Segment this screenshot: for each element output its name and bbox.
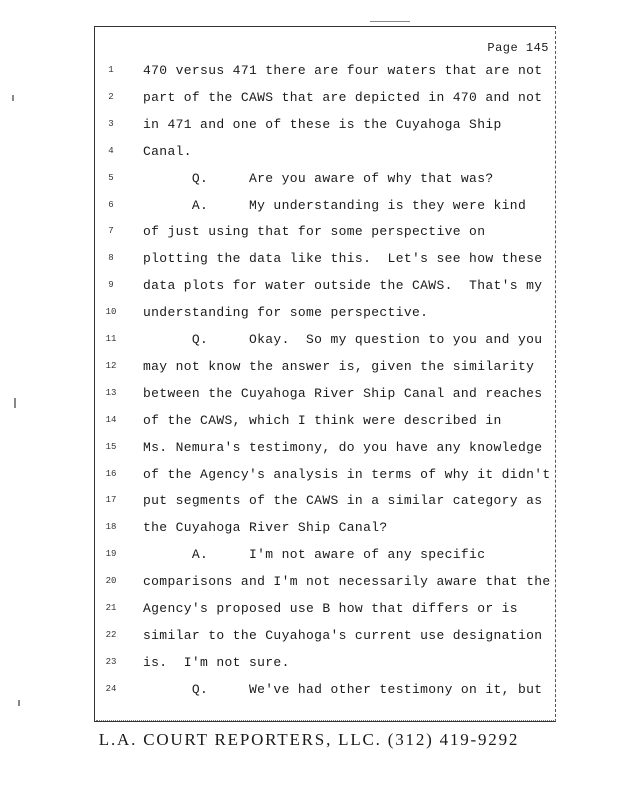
transcript-line: understanding for some perspective. bbox=[143, 305, 429, 321]
transcript-line: 470 versus 471 there are four waters that are not bbox=[143, 63, 543, 78]
transcript-line: plotting the data like this. Let's see how these bbox=[143, 251, 543, 267]
transcript-line: of the CAWS, which I think were described in bbox=[143, 412, 502, 428]
line-number: 23 bbox=[105, 656, 117, 667]
court-reporter-footer: L.A. COURT REPORTERS, LLC. (312) 419-9292 bbox=[98, 730, 520, 749]
transcript-line: the Cuyahoga River Ship Canal? bbox=[143, 520, 388, 536]
line-number: 7 bbox=[108, 226, 114, 237]
line-number: 13 bbox=[105, 387, 117, 398]
transcript-line: similar to the Cuyahoga's current use designation bbox=[143, 627, 543, 643]
margin-mark bbox=[14, 398, 16, 408]
transcript-line: comparisons and I'm not necessarily aware that the bbox=[143, 574, 551, 590]
line-number: 12 bbox=[105, 360, 117, 371]
line-number: 3 bbox=[108, 118, 114, 129]
line-number: 18 bbox=[105, 522, 117, 533]
scan-artifact-bottom bbox=[96, 720, 556, 722]
line-number: 21 bbox=[105, 603, 117, 613]
margin-mark bbox=[18, 700, 20, 706]
transcript-line: of the Agency's analysis in terms of why it didn't bbox=[143, 466, 551, 482]
scan-artifact-top bbox=[370, 21, 410, 22]
line-number: 1 bbox=[108, 65, 114, 75]
transcript-line: Q. We've had other testimony on it, but bbox=[143, 681, 543, 697]
transcript-page bbox=[94, 26, 556, 722]
transcript-line: A. My understanding is they were kind bbox=[143, 197, 527, 213]
line-number: 15 bbox=[105, 441, 117, 452]
transcript-line: of just using that for some perspective on bbox=[143, 224, 486, 240]
line-number: 16 bbox=[105, 468, 117, 479]
transcript-line: in 471 and one of these is the Cuyahoga Ship bbox=[143, 116, 502, 132]
transcript-line: Q. Okay. So my question to you and you bbox=[143, 332, 543, 347]
line-number: 14 bbox=[105, 414, 117, 425]
transcript-line: Q. Are you aware of why that was? bbox=[143, 170, 494, 186]
line-number: 4 bbox=[108, 145, 114, 156]
line-number: 8 bbox=[108, 253, 114, 264]
line-number: 20 bbox=[105, 576, 117, 587]
transcript-line: is. I'm not sure. bbox=[143, 654, 290, 670]
line-number: 5 bbox=[108, 172, 114, 183]
transcript-line: A. I'm not aware of any specific bbox=[143, 547, 486, 563]
line-number: 19 bbox=[105, 549, 117, 560]
transcript-line: data plots for water outside the CAWS. That's my bbox=[143, 278, 543, 294]
transcript-line: Ms. Nemura's testimony, do you have any knowledge bbox=[143, 439, 543, 455]
line-number: 10 bbox=[105, 307, 117, 318]
line-number: 17 bbox=[105, 495, 117, 506]
margin-mark bbox=[12, 95, 14, 101]
line-number: 2 bbox=[108, 91, 114, 102]
line-number: 9 bbox=[108, 280, 114, 291]
page-number: Page 145 bbox=[487, 41, 549, 55]
transcript-line: Agency's proposed use B how that differs or is bbox=[143, 601, 518, 616]
line-number: 6 bbox=[108, 199, 114, 210]
transcript-line: part of the CAWS that are depicted in 470 and not bbox=[143, 89, 543, 105]
line-number: 22 bbox=[105, 629, 117, 640]
transcript-line: Canal. bbox=[143, 143, 192, 159]
transcript-line: may not know the answer is, given the similarity bbox=[143, 358, 535, 374]
line-number: 24 bbox=[105, 683, 117, 694]
line-number: 11 bbox=[105, 334, 117, 344]
transcript-line: put segments of the CAWS in a similar category as bbox=[143, 493, 543, 509]
transcript-line: between the Cuyahoga River Ship Canal and reaches bbox=[143, 385, 543, 401]
